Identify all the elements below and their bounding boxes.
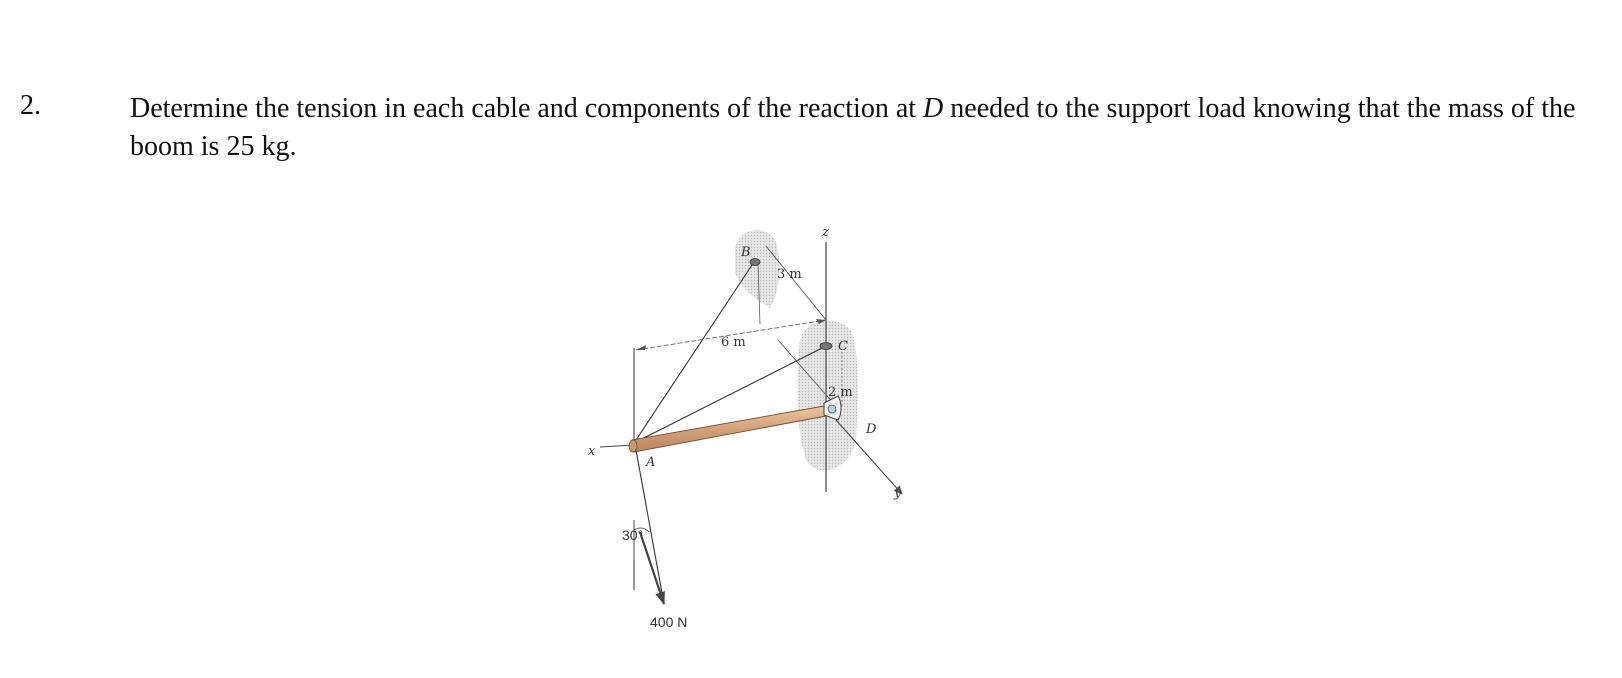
- boom-end-a: [629, 440, 637, 452]
- anchor-b: [750, 259, 760, 266]
- point-c-label: C: [838, 339, 848, 354]
- dim-6m-arrow-left: [636, 345, 646, 350]
- anchor-c: [820, 343, 832, 350]
- x-axis-label: x: [588, 444, 596, 459]
- angle-label: 30°: [622, 527, 644, 543]
- y-axis-label: y: [894, 486, 902, 501]
- problem-point-label: D: [923, 93, 944, 124]
- point-d-label: D: [866, 422, 877, 437]
- z-axis-label: z: [822, 225, 829, 240]
- point-b-label: B: [741, 245, 751, 260]
- dim-2m-label: 2 m: [828, 385, 853, 400]
- problem-number: 2.: [20, 90, 41, 121]
- wall-shading-b: [735, 230, 779, 308]
- dim-6m-label: 6 m: [721, 335, 746, 350]
- load-arrow: [640, 532, 664, 604]
- cable-ab: [634, 262, 754, 443]
- problem-text-after: needed to the support load knowing that the mass of the boom is 25 kg.: [130, 93, 1576, 162]
- ball-joint-d-ball: [828, 405, 836, 413]
- load-label: 400 N: [650, 614, 688, 630]
- point-a-label: A: [646, 455, 656, 470]
- dim-3m-label: 3 m: [777, 267, 802, 282]
- problem-text-before: Determine the tension in each cable and components of the reaction at: [130, 93, 924, 124]
